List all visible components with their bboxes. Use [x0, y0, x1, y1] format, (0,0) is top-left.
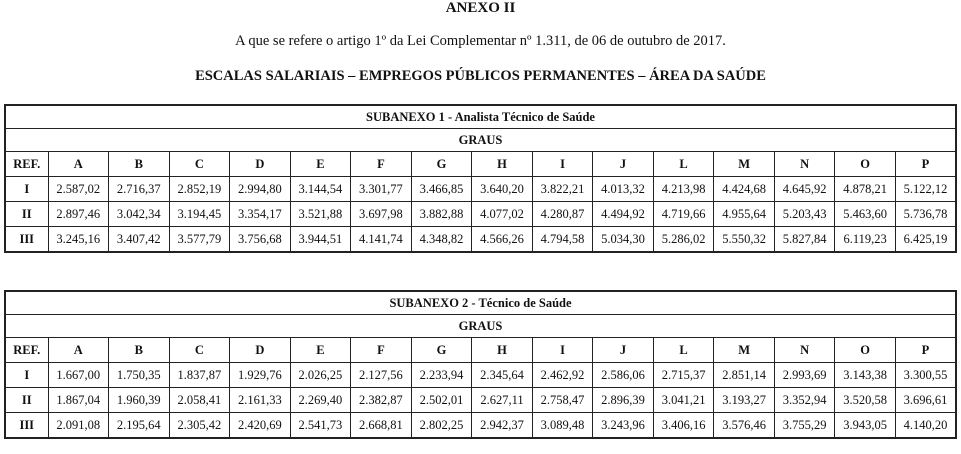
grade-column-header: L — [653, 152, 714, 177]
grade-column-header: A — [48, 338, 109, 363]
grade-column-header: G — [411, 152, 472, 177]
salary-cell: 2.942,37 — [472, 413, 533, 439]
salary-cell: 6.119,23 — [835, 227, 896, 253]
ref-column-header: REF. — [5, 152, 48, 177]
salary-cell: 3.193,27 — [714, 388, 775, 413]
salary-cell: 2.233,94 — [411, 363, 472, 388]
row-reference: I — [5, 177, 48, 202]
salary-cell: 5.286,02 — [653, 227, 714, 253]
grade-column-header: N — [774, 338, 835, 363]
salary-cell: 2.541,73 — [290, 413, 351, 439]
grade-column-header: F — [351, 152, 412, 177]
grade-column-header: I — [532, 338, 593, 363]
salary-cell: 4.494,92 — [593, 202, 654, 227]
salary-cell: 3.301,77 — [351, 177, 412, 202]
grade-column-header: H — [472, 338, 533, 363]
table-row — [5, 363, 956, 388]
salary-cell: 3.577,79 — [169, 227, 230, 253]
salary-cell: 5.122,12 — [895, 177, 956, 202]
salary-cell: 4.794,58 — [532, 227, 593, 253]
grade-column-header: C — [169, 152, 230, 177]
row-reference: II — [5, 202, 48, 227]
grade-column-header: D — [230, 152, 291, 177]
subanexo-title: SUBANEXO 2 - Técnico de Saúde — [5, 291, 956, 315]
salary-cell: 4.719,66 — [653, 202, 714, 227]
salary-cell: 4.424,68 — [714, 177, 775, 202]
salary-cell: 2.026,25 — [290, 363, 351, 388]
salary-cell: 5.550,32 — [714, 227, 775, 253]
salary-cell: 3.041,21 — [653, 388, 714, 413]
subanexo-title: SUBANEXO 1 - Analista Técnico de Saúde — [5, 105, 956, 129]
document-title: ESCALAS SALARIAIS – EMPREGOS PÚBLICOS PERMANENTES – ÁREA DA SAÚDE — [195, 68, 766, 84]
salary-cell: 3.756,68 — [230, 227, 291, 253]
salary-cell: 2.161,33 — [230, 388, 291, 413]
salary-cell: 1.960,39 — [109, 388, 170, 413]
salary-cell: 3.640,20 — [472, 177, 533, 202]
salary-cell: 2.897,46 — [48, 202, 109, 227]
salary-cell: 2.668,81 — [351, 413, 412, 439]
salary-cell: 3.406,16 — [653, 413, 714, 439]
salary-cell: 3.300,55 — [895, 363, 956, 388]
salary-cell: 3.520,58 — [835, 388, 896, 413]
grade-column-header: J — [593, 152, 654, 177]
salary-cell: 3.822,21 — [532, 177, 593, 202]
salary-cell: 5.034,30 — [593, 227, 654, 253]
salary-table-subanexo-2 — [4, 290, 957, 439]
grade-column-header: O — [835, 338, 896, 363]
salary-cell: 1.750,35 — [109, 363, 170, 388]
salary-cell: 5.203,43 — [774, 202, 835, 227]
grade-column-header: L — [653, 338, 714, 363]
row-reference: III — [5, 227, 48, 253]
salary-cell: 4.140,20 — [895, 413, 956, 439]
salary-cell: 3.089,48 — [532, 413, 593, 439]
salary-cell: 3.144,54 — [290, 177, 351, 202]
graus-label: GRAUS — [5, 315, 956, 338]
salary-cell: 3.521,88 — [290, 202, 351, 227]
salary-cell: 5.827,84 — [774, 227, 835, 253]
salary-cell: 3.245,16 — [48, 227, 109, 253]
salary-cell: 1.837,87 — [169, 363, 230, 388]
grade-column-header: E — [290, 152, 351, 177]
salary-cell: 2.502,01 — [411, 388, 472, 413]
salary-cell: 3.143,38 — [835, 363, 896, 388]
salary-cell: 4.645,92 — [774, 177, 835, 202]
table-row — [5, 388, 956, 413]
salary-table-subanexo-1 — [4, 104, 957, 253]
salary-cell: 4.013,32 — [593, 177, 654, 202]
salary-cell: 2.091,08 — [48, 413, 109, 439]
ref-column-header: REF. — [5, 338, 48, 363]
salary-cell: 2.058,41 — [169, 388, 230, 413]
salary-cell: 3.352,94 — [774, 388, 835, 413]
salary-cell: 2.715,37 — [653, 363, 714, 388]
salary-cell: 2.994,80 — [230, 177, 291, 202]
row-reference: I — [5, 363, 48, 388]
grade-column-header: F — [351, 338, 412, 363]
salary-cell: 4.213,98 — [653, 177, 714, 202]
salary-cell: 2.896,39 — [593, 388, 654, 413]
salary-cell: 6.425,19 — [895, 227, 956, 253]
salary-cell: 2.993,69 — [774, 363, 835, 388]
salary-cell: 2.305,42 — [169, 413, 230, 439]
graus-label: GRAUS — [5, 129, 956, 152]
grade-column-header: C — [169, 338, 230, 363]
salary-cell: 2.716,37 — [109, 177, 170, 202]
salary-cell: 3.466,85 — [411, 177, 472, 202]
grade-column-header: G — [411, 338, 472, 363]
salary-cell: 3.407,42 — [109, 227, 170, 253]
salary-cell: 2.802,25 — [411, 413, 472, 439]
grade-column-header: I — [532, 152, 593, 177]
salary-cell: 2.269,40 — [290, 388, 351, 413]
salary-cell: 1.667,00 — [48, 363, 109, 388]
salary-cell: 3.042,34 — [109, 202, 170, 227]
salary-cell: 5.463,60 — [835, 202, 896, 227]
table-row — [5, 227, 956, 253]
grade-column-header: B — [109, 152, 170, 177]
salary-cell: 4.348,82 — [411, 227, 472, 253]
salary-cell: 3.243,96 — [593, 413, 654, 439]
annex-heading: ANEXO II — [445, 0, 516, 16]
salary-cell: 2.345,64 — [472, 363, 533, 388]
salary-cell: 4.955,64 — [714, 202, 775, 227]
salary-cell: 4.878,21 — [835, 177, 896, 202]
table-row — [5, 202, 956, 227]
salary-cell: 3.354,17 — [230, 202, 291, 227]
table-row — [5, 177, 956, 202]
grade-column-header: P — [895, 152, 956, 177]
salary-cell: 2.195,64 — [109, 413, 170, 439]
salary-cell: 3.696,61 — [895, 388, 956, 413]
salary-cell: 2.758,47 — [532, 388, 593, 413]
salary-cell: 4.280,87 — [532, 202, 593, 227]
salary-cell: 5.736,78 — [895, 202, 956, 227]
grade-column-header: D — [230, 338, 291, 363]
row-reference: III — [5, 413, 48, 439]
salary-cell: 2.462,92 — [532, 363, 593, 388]
salary-cell: 3.944,51 — [290, 227, 351, 253]
salary-cell: 3.697,98 — [351, 202, 412, 227]
salary-cell: 3.882,88 — [411, 202, 472, 227]
grade-column-header: B — [109, 338, 170, 363]
salary-cell: 3.194,45 — [169, 202, 230, 227]
salary-cell: 3.755,29 — [774, 413, 835, 439]
salary-cell: 1.929,76 — [230, 363, 291, 388]
salary-cell: 1.867,04 — [48, 388, 109, 413]
salary-cell: 2.852,19 — [169, 177, 230, 202]
salary-cell: 4.566,26 — [472, 227, 533, 253]
salary-cell: 4.077,02 — [472, 202, 533, 227]
row-reference: II — [5, 388, 48, 413]
grade-column-header: O — [835, 152, 896, 177]
salary-cell: 2.627,11 — [472, 388, 533, 413]
salary-cell: 3.943,05 — [835, 413, 896, 439]
grade-column-header: E — [290, 338, 351, 363]
salary-cell: 2.586,06 — [593, 363, 654, 388]
grade-column-header: N — [774, 152, 835, 177]
grade-column-header: M — [714, 338, 775, 363]
law-reference: A que se refere o artigo 1º da Lei Complementar nº 1.311, de 06 de outubro de 2017. — [235, 33, 726, 49]
salary-cell: 2.420,69 — [230, 413, 291, 439]
grade-column-header: A — [48, 152, 109, 177]
grade-column-header: P — [895, 338, 956, 363]
grade-column-header: J — [593, 338, 654, 363]
grade-column-header: H — [472, 152, 533, 177]
salary-cell: 2.127,56 — [351, 363, 412, 388]
salary-cell: 3.576,46 — [714, 413, 775, 439]
salary-cell: 2.382,87 — [351, 388, 412, 413]
salary-cell: 4.141,74 — [351, 227, 412, 253]
salary-cell: 2.851,14 — [714, 363, 775, 388]
table-row — [5, 413, 956, 439]
salary-cell: 2.587,02 — [48, 177, 109, 202]
grade-column-header: M — [714, 152, 775, 177]
